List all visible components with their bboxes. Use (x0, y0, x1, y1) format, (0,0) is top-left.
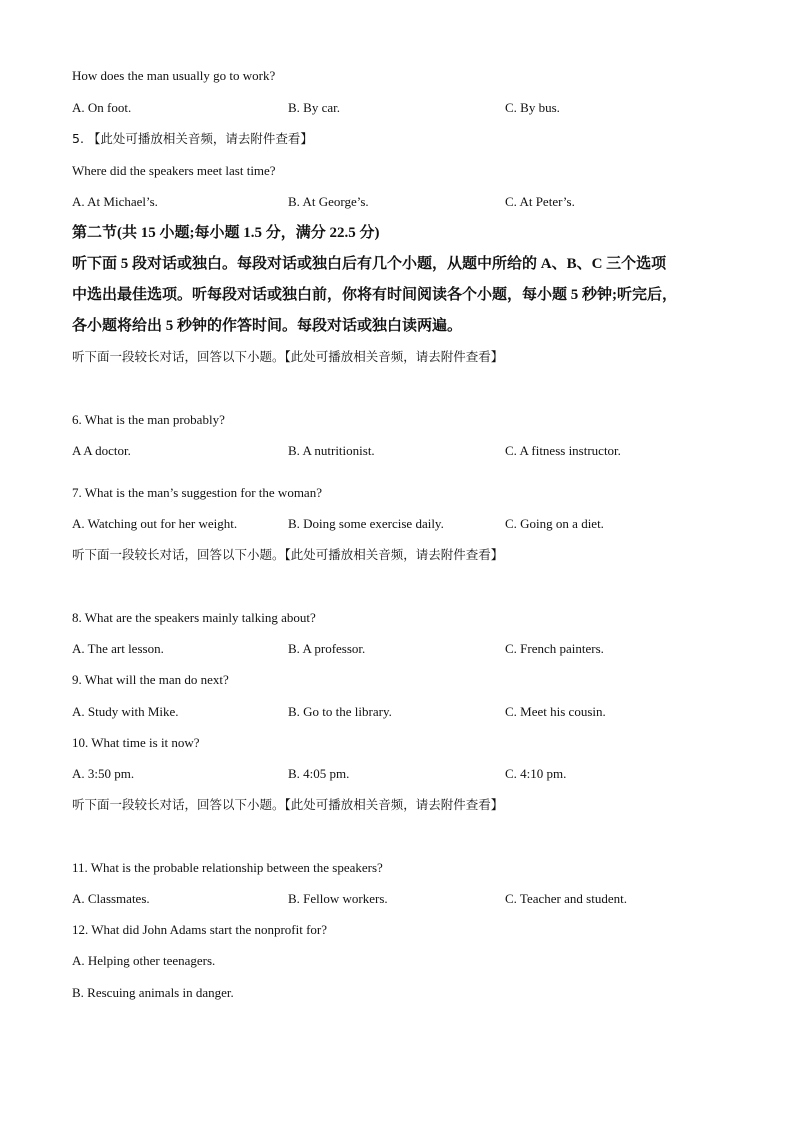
question-6-option-a: A A doctor. (72, 443, 131, 458)
question-9-stem: 9. What will the man do next? (72, 672, 229, 687)
question-8-option-c: C. French painters. (505, 641, 604, 656)
section-2-instructions-line-1: 听下面 5 段对话或独白。每段对话或独白后有几个小题，从题中所给的 A、B、C 三个选项 (72, 256, 667, 272)
question-7-option-c: C. Going on a diet. (505, 516, 604, 531)
question-9-option-b: B. Go to the library. (288, 704, 392, 719)
section-2-heading: 第二节(共 15 小题;每小题 1.5 分，满分 22.5 分) (72, 225, 380, 241)
question-4-option-b: B. By car. (288, 100, 340, 115)
question-5-stem: Where did the speakers meet last time? (72, 163, 276, 178)
section-2-instructions-line-3: 各小题将给出 5 秒钟的作答时间。每段对话或独白读两遍。 (72, 318, 463, 334)
question-11-option-a: A. Classmates. (72, 891, 150, 906)
question-8-stem: 8. What are the speakers mainly talking about? (72, 610, 316, 625)
audio-prompt-3[interactable]: 听下面一段较长对话，回答以下小题。【此处可播放相关音频，请去附件查看】 (72, 797, 504, 812)
question-5-option-b: B. At George’s. (288, 194, 369, 209)
question-5-option-c: C. At Peter’s. (505, 194, 575, 209)
question-11-stem: 11. What is the probable relationship between the speakers? (72, 860, 383, 875)
question-4-option-c: C. By bus. (505, 100, 560, 115)
question-8-option-a: A. The art lesson. (72, 641, 164, 656)
question-11-option-b: B. Fellow workers. (288, 891, 388, 906)
question-6-stem: 6. What is the man probably? (72, 412, 225, 427)
question-10-option-b: B. 4:05 pm. (288, 766, 350, 781)
question-6-option-c: C. A fitness instructor. (505, 443, 621, 458)
question-4-option-a: A. On foot. (72, 100, 132, 115)
question-12-option-b: B. Rescuing animals in danger. (72, 985, 234, 1000)
question-8-option-b: B. A professor. (288, 641, 366, 656)
question-9-option-a: A. Study with Mike. (72, 704, 179, 719)
question-7-stem: 7. What is the man’s suggestion for the woman? (72, 485, 322, 500)
audio-prompt-2[interactable]: 听下面一段较长对话，回答以下小题。【此处可播放相关音频，请去附件查看】 (72, 547, 504, 562)
question-6-option-b: B. A nutritionist. (288, 443, 375, 458)
question-7-option-b: B. Doing some exercise daily. (288, 516, 444, 531)
question-12-stem: 12. What did John Adams start the nonprofit for? (72, 922, 328, 937)
question-5-audio-link[interactable]: 5. 【此处可播放相关音频，请去附件查看】 (72, 131, 313, 146)
question-12-option-a: A. Helping other teenagers. (72, 953, 216, 968)
question-10-stem: 10. What time is it now? (72, 735, 200, 750)
audio-prompt-1[interactable]: 听下面一段较长对话，回答以下小题。【此处可播放相关音频，请去附件查看】 (72, 349, 504, 364)
question-4-stem: How does the man usually go to work? (72, 68, 276, 83)
question-5-option-a: A. At Michael’s. (72, 194, 158, 209)
question-11-option-c: C. Teacher and student. (505, 891, 627, 906)
question-10-option-c: C. 4:10 pm. (505, 766, 567, 781)
question-9-option-c: C. Meet his cousin. (505, 704, 606, 719)
question-10-option-a: A. 3:50 pm. (72, 766, 135, 781)
question-7-option-a: A. Watching out for her weight. (72, 516, 238, 531)
section-2-instructions-line-2: 中选出最佳选项。听每段对话或独白前，你将有时间阅读各个小题，每小题 5 秒钟;听完后， (72, 287, 677, 303)
